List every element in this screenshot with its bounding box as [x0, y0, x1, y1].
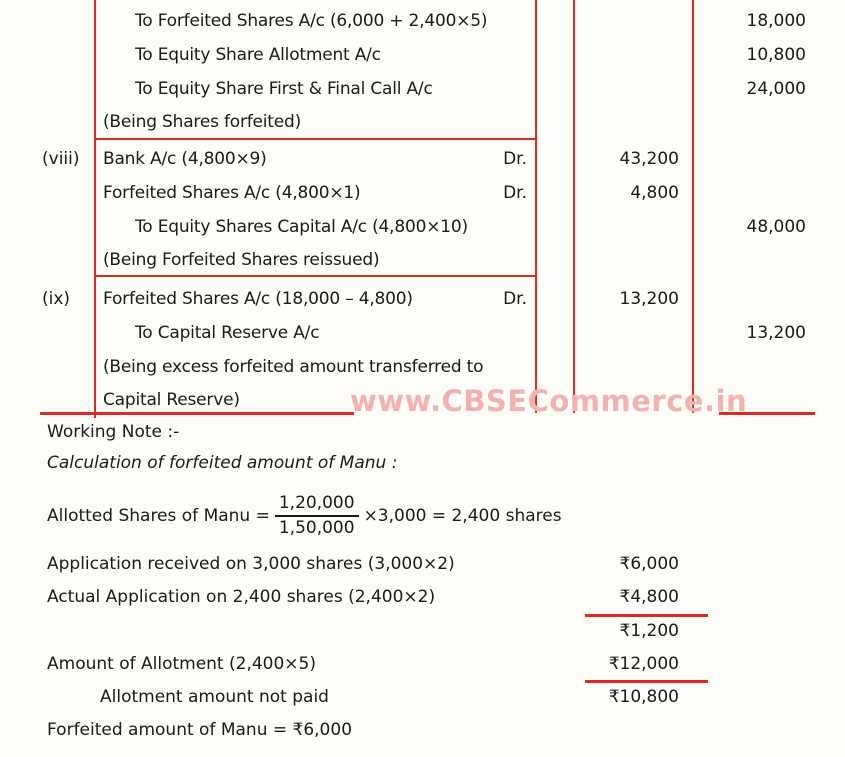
journal-row — [0, 321, 845, 345]
debit-amount: 4,800 — [630, 183, 679, 203]
credit-amount: 48,000 — [746, 217, 806, 237]
fraction-numerator: 1,20,000 — [278, 493, 355, 513]
fraction — [275, 492, 359, 540]
dr-label: Dr. — [503, 183, 527, 203]
entry-divider-2 — [94, 275, 537, 277]
subtotal-rule-2 — [585, 680, 708, 683]
working-note-footer: Forfeited amount of Manu = ₹6,000 — [47, 720, 353, 740]
formula-prefix: Allotted Shares of Manu = — [47, 506, 270, 526]
narration-text: (Being excess forfeited amount transferred to — [103, 357, 484, 377]
particulars-text: To Forfeited Shares A/c (6,000 + 2,400×5) — [135, 11, 488, 31]
credit-amount: 18,000 — [746, 11, 806, 31]
wn-amount: ₹4,800 — [619, 587, 679, 607]
journal-row-narration — [0, 110, 845, 134]
debit-amount: 43,200 — [619, 149, 679, 169]
fraction-denominator: 1,50,000 — [275, 515, 359, 540]
wn-label: Amount of Allotment (2,400×5) — [47, 654, 316, 674]
credit-amount: 24,000 — [746, 79, 806, 99]
site-watermark: www.CBSECommerce.in — [350, 384, 748, 418]
journal-row — [0, 147, 845, 171]
journal-row — [0, 287, 845, 311]
entry-number: (viii) — [42, 149, 80, 169]
working-note-title: Working Note :- — [47, 422, 180, 442]
particulars-text: Bank A/c (4,800×9) — [103, 149, 267, 169]
wn-label: Application received on 3,000 shares (3,000×2) — [47, 554, 455, 574]
journal-row — [0, 215, 845, 239]
particulars-text: To Equity Shares Capital A/c (4,800×10) — [135, 217, 468, 237]
journal-row-narration — [0, 248, 845, 272]
entry-number: (ix) — [42, 289, 71, 309]
wn-label: Actual Application on 2,400 shares (2,400×2) — [47, 587, 436, 607]
subtotal-rule-1 — [585, 614, 708, 617]
wn-amount: ₹12,000 — [608, 654, 679, 674]
wn-label: Allotment amount not paid — [100, 687, 329, 707]
wn-amount: ₹6,000 — [619, 554, 679, 574]
journal-row — [0, 43, 845, 67]
credit-amount: 10,800 — [746, 45, 806, 65]
table-bottom-rule-left — [40, 412, 354, 415]
particulars-text: Forfeited Shares A/c (4,800×1) — [103, 183, 361, 203]
entry-divider-1 — [94, 138, 537, 140]
dr-label: Dr. — [503, 149, 527, 169]
allotted-shares-formula — [47, 489, 562, 543]
particulars-text: Forfeited Shares A/c (18,000 – 4,800) — [103, 289, 413, 309]
wn-amount: ₹1,200 — [619, 621, 679, 641]
journal-row — [0, 77, 845, 101]
journal-row — [0, 9, 845, 33]
dr-label: Dr. — [503, 289, 527, 309]
particulars-text: To Equity Share Allotment A/c — [135, 45, 381, 65]
journal-row-narration — [0, 355, 845, 379]
debit-amount: 13,200 — [619, 289, 679, 309]
working-note-subtitle: Calculation of forfeited amount of Manu : — [47, 453, 398, 473]
formula-suffix: ×3,000 = 2,400 shares — [363, 506, 562, 526]
particulars-text: To Capital Reserve A/c — [135, 323, 320, 343]
credit-amount: 13,200 — [746, 323, 806, 343]
journal-row — [0, 181, 845, 205]
narration-text: (Being Forfeited Shares reissued) — [103, 250, 380, 270]
particulars-text: To Equity Share First & Final Call A/c — [135, 79, 433, 99]
wn-amount: ₹10,800 — [608, 687, 679, 707]
narration-text: Capital Reserve) — [103, 390, 240, 410]
journal-row-narration — [0, 388, 845, 412]
narration-text: (Being Shares forfeited) — [103, 112, 302, 132]
